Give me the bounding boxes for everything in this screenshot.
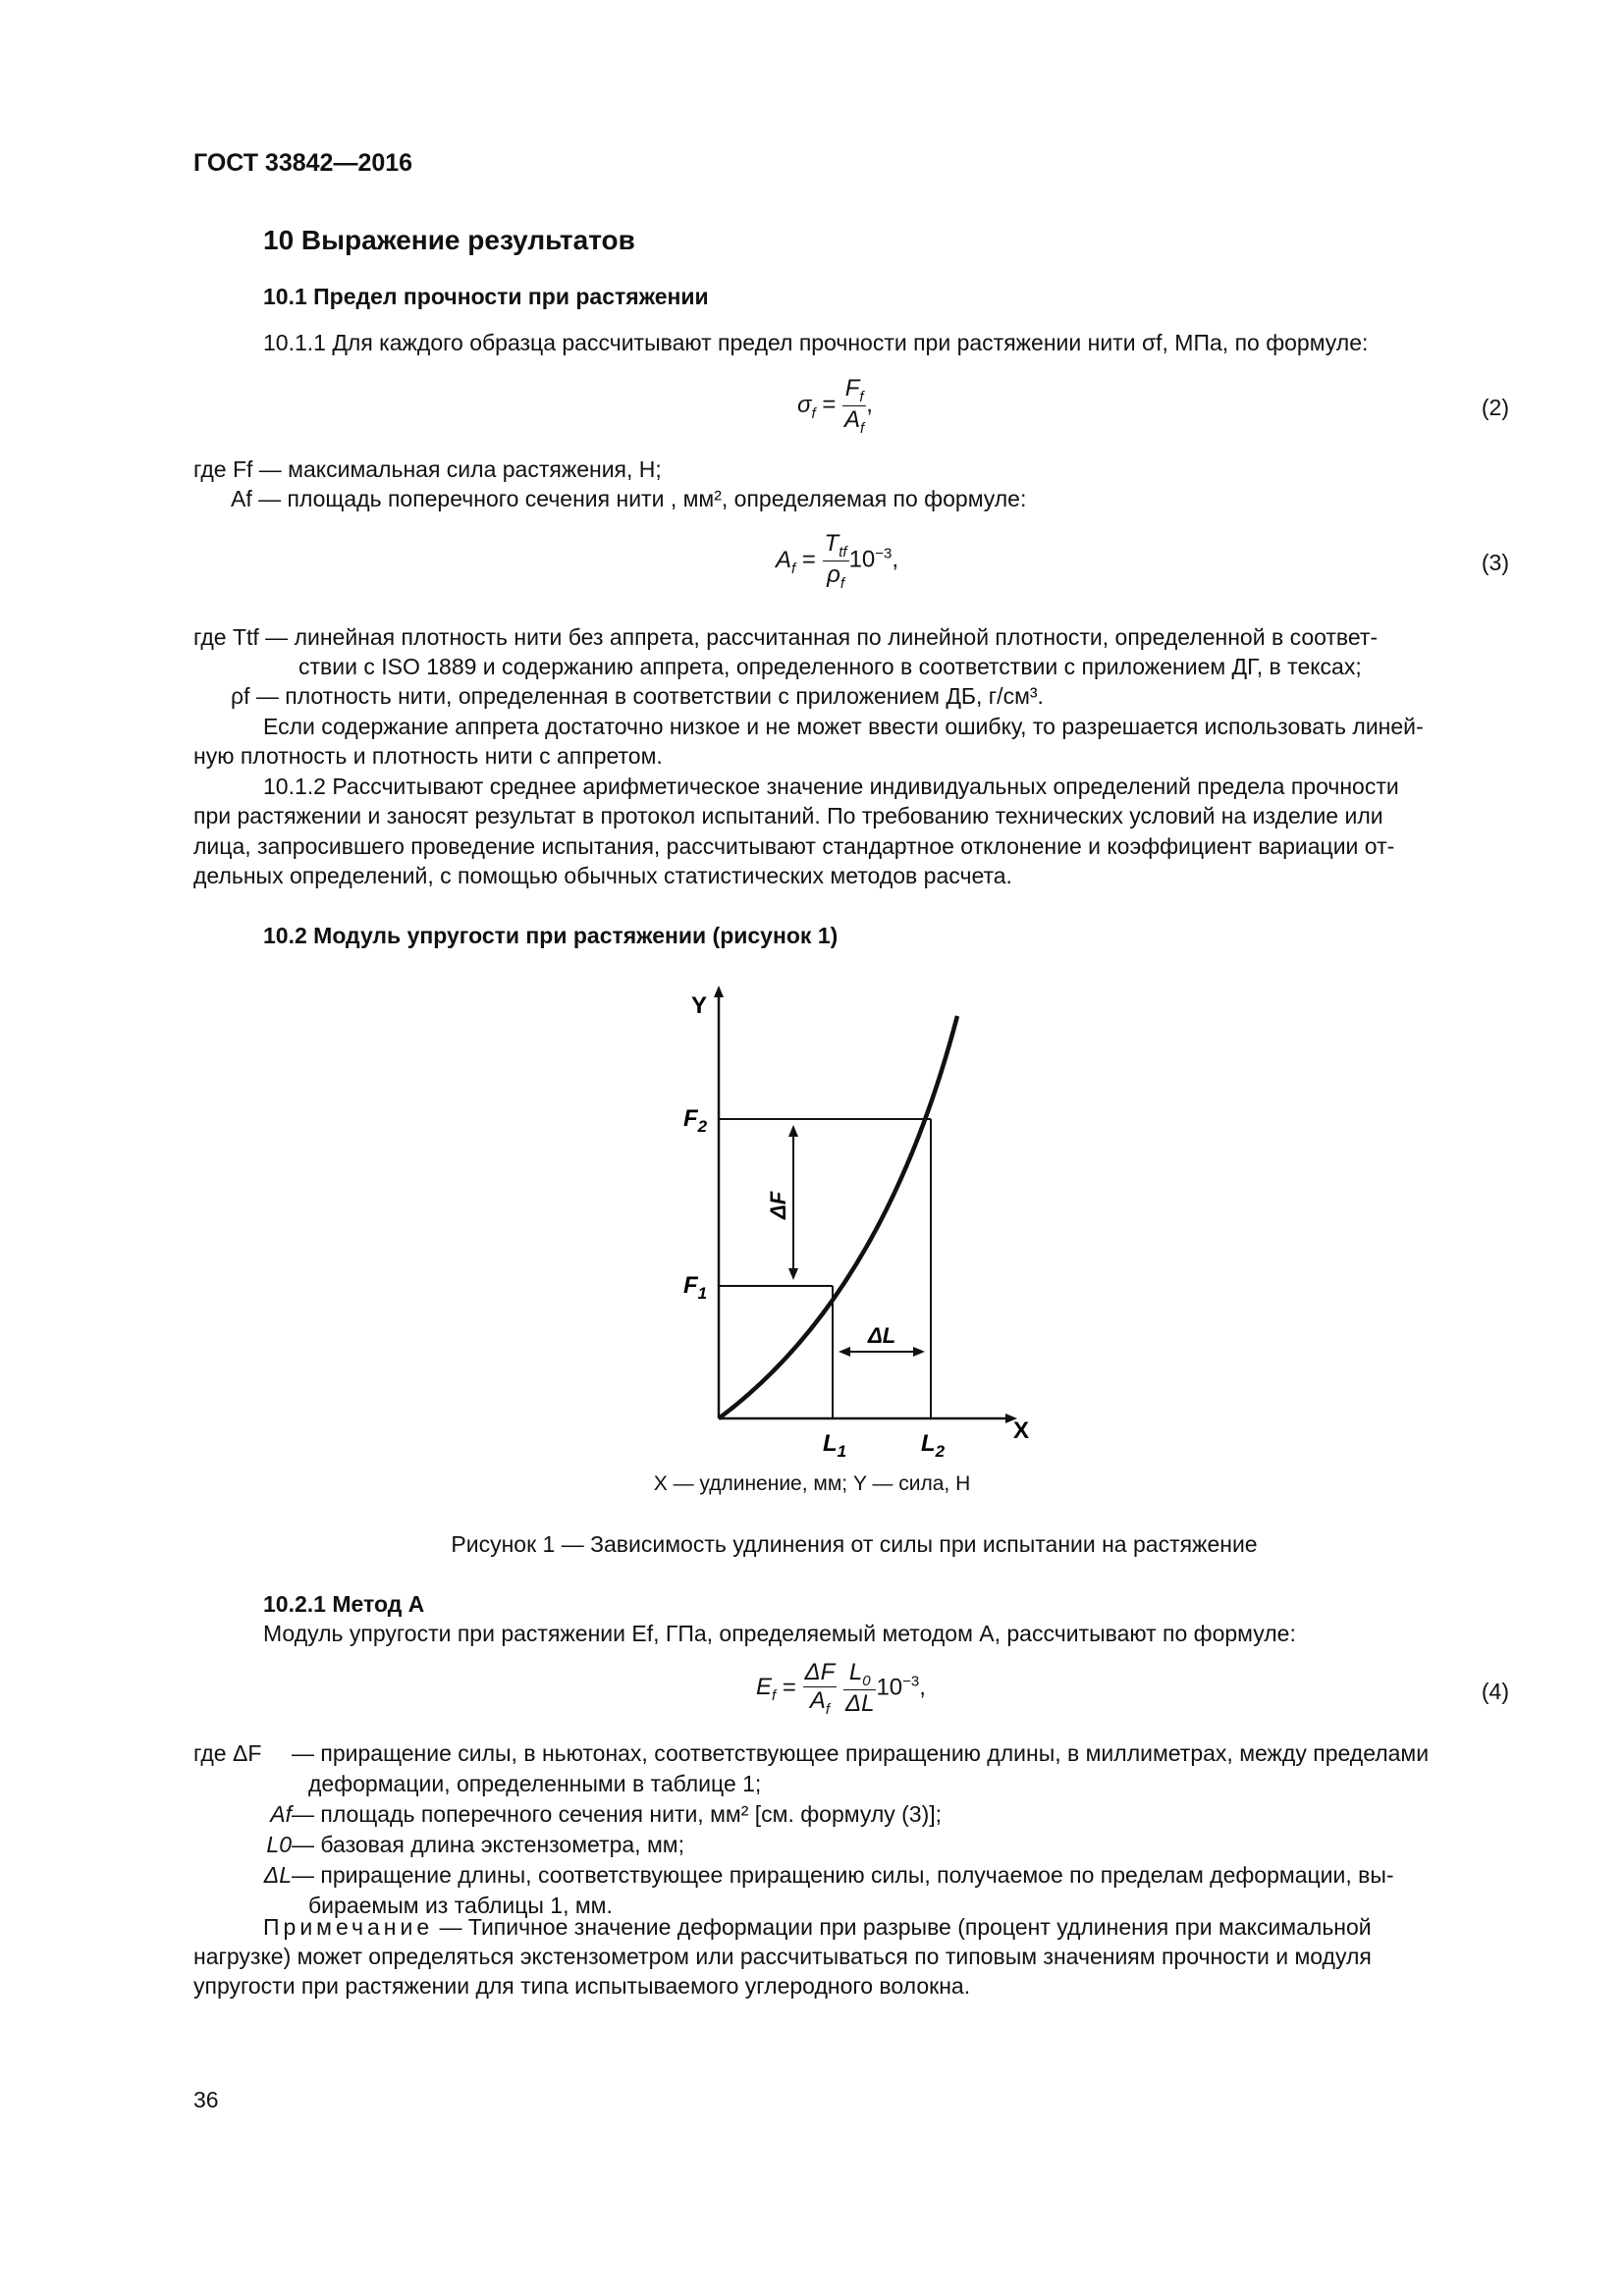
paragraph-sizing-line1: Если содержание аппрета достаточно низкое и не может ввести ошибку, то разрешается использовать линей- (263, 714, 1424, 739)
note-title: Примечание (263, 1914, 434, 1940)
note-line3: упругости при растяжении для типа испытываемого углеродного волокна. (193, 1973, 971, 1999)
paragraph-10-1-2-line2: при растяжении и заносят результат в протокол испытаний. По требованию технических условий на изделие или (193, 803, 1383, 828)
svg-text:L1 (823, 1430, 846, 1461)
definition-Ttf-line2: ствии с ISO 1889 и содержанию аппрета, определенного в соответствии с приложением ДГ, в тексах; (298, 654, 1362, 679)
y-axis-label: Y (691, 992, 708, 1019)
equation-number-2: (2) (1481, 395, 1509, 420)
formula-4: $E_f$ = $\frac{\Delta F}{A_f}$ $\frac{L_0}{\Delta L}$ $10^{-3}$, (756, 1659, 926, 1718)
def-delta-L: ΔL— приращение длины, соответствующее приращению силы, получаемое по пределам деформации, вы- (263, 1862, 1394, 1888)
definition-Ttf-line1: где Ttf — линейная плотность нити без аппрета, рассчитанная по линейной плотности, определенной в соответ- (193, 624, 1379, 650)
def-Af: Af— площадь поперечного сечения нити, мм² [см. формулу (3)]; (270, 1801, 943, 1827)
note-line1: Примечание — Типичное значение деформации при разрыве (процент удлинения при максимальной (263, 1914, 1372, 1940)
def-delta-F: где ΔF — приращение силы, в ньютонах, соответствующее приращению длины, в миллиметрах, между пределами (193, 1740, 1430, 1766)
section-title: 10 Выражение результатов (263, 225, 635, 255)
F1-label-sub: 1 (697, 1284, 708, 1303)
paragraph-10-1-1: 10.1.1 Для каждого образца рассчитывают предел прочности при растяжении нити σf, МПа, по формуле: (263, 330, 1369, 355)
stress-strain-curve (719, 1016, 957, 1418)
page-number: 36 (193, 2087, 219, 2112)
method-a-intro: Модуль упругости при растяжении Ef, ГПа, определяемый методом А, рассчитывают по формуле: (263, 1621, 1296, 1646)
delta-L-label: ΔL (868, 1323, 896, 1348)
svg-text:L2 (921, 1430, 946, 1461)
method-a-definitions (193, 1738, 1509, 1921)
equation-number-4: (4) (1481, 1679, 1509, 1704)
method-a-title: 10.2.1 Метод А (263, 1591, 425, 1617)
L2-label: L (921, 1430, 936, 1457)
definition-Ff: где Ff — максимальная сила растяжения, Н; (193, 456, 662, 482)
subsection-10-1-title: 10.1 Предел прочности при растяжении (263, 284, 709, 309)
equation-number-3: (3) (1481, 550, 1509, 575)
F2-label-sub: 2 (697, 1117, 708, 1136)
subsection-10-2-title: 10.2 Модуль упругости при растяжении (рисунок 1) (263, 923, 839, 948)
figure-legend: X — удлинение, мм; Y — сила, Н (653, 1472, 971, 1495)
note-line2: нагрузке) может определяться экстензометром или рассчитываться по типовым значениям прочности и модуля (193, 1944, 1372, 1969)
document-code: ГОСТ 33842—2016 (193, 149, 413, 177)
delta-F-label: ΔF (766, 1191, 790, 1219)
definition-Af: Af — площадь поперечного сечения нити , мм², определяемая по формуле: (231, 486, 1027, 511)
def-delta-F-cont: деформации, определенными в таблице 1; (308, 1771, 762, 1796)
svg-text:F2 (683, 1105, 708, 1136)
F1-label: F (683, 1272, 698, 1299)
paragraph-10-1-2-line4: дельных определений, с помощью обычных статистических методов расчета. (193, 863, 1012, 888)
figure-1-diagram (648, 972, 1060, 1463)
formula-3: $A_f$ = $\frac{T_{tf}}{\rho_f}$ $10^{-3}$, (776, 530, 899, 592)
paragraph-10-1-2-line3: лица, запросившего проведение испытания, рассчитывают стандартное отклонение и коэффициент вариации от- (193, 833, 1395, 859)
paragraph-sizing-line2: ную плотность и плотность нити с аппретом. (193, 743, 663, 769)
L1-label-sub: 1 (837, 1442, 847, 1461)
def-delta-L-cont: бираемым из таблицы 1, мм. (308, 1893, 613, 1918)
definition-rho: ρf — плотность нити, определенная в соответствии с приложением ДБ, г/см³. (231, 683, 1044, 709)
def-L0: L0— базовая длина экстензометра, мм; (266, 1832, 684, 1857)
formula-2: $\sigma_f$ = $\frac{F_f}{A_f}$ , (797, 375, 873, 437)
paragraph-10-1-2-line1: 10.1.2 Рассчитывают среднее арифметическое значение индивидуальных определений предела прочности (263, 774, 1399, 799)
F2-label: F (683, 1105, 698, 1132)
L2-label-sub: 2 (935, 1442, 946, 1461)
x-axis-label: X (1013, 1417, 1030, 1444)
figure-caption: Рисунок 1 — Зависимость удлинения от силы при испытании на растяжение (451, 1531, 1258, 1557)
L1-label: L (823, 1430, 838, 1457)
svg-text:F1 (683, 1272, 707, 1303)
